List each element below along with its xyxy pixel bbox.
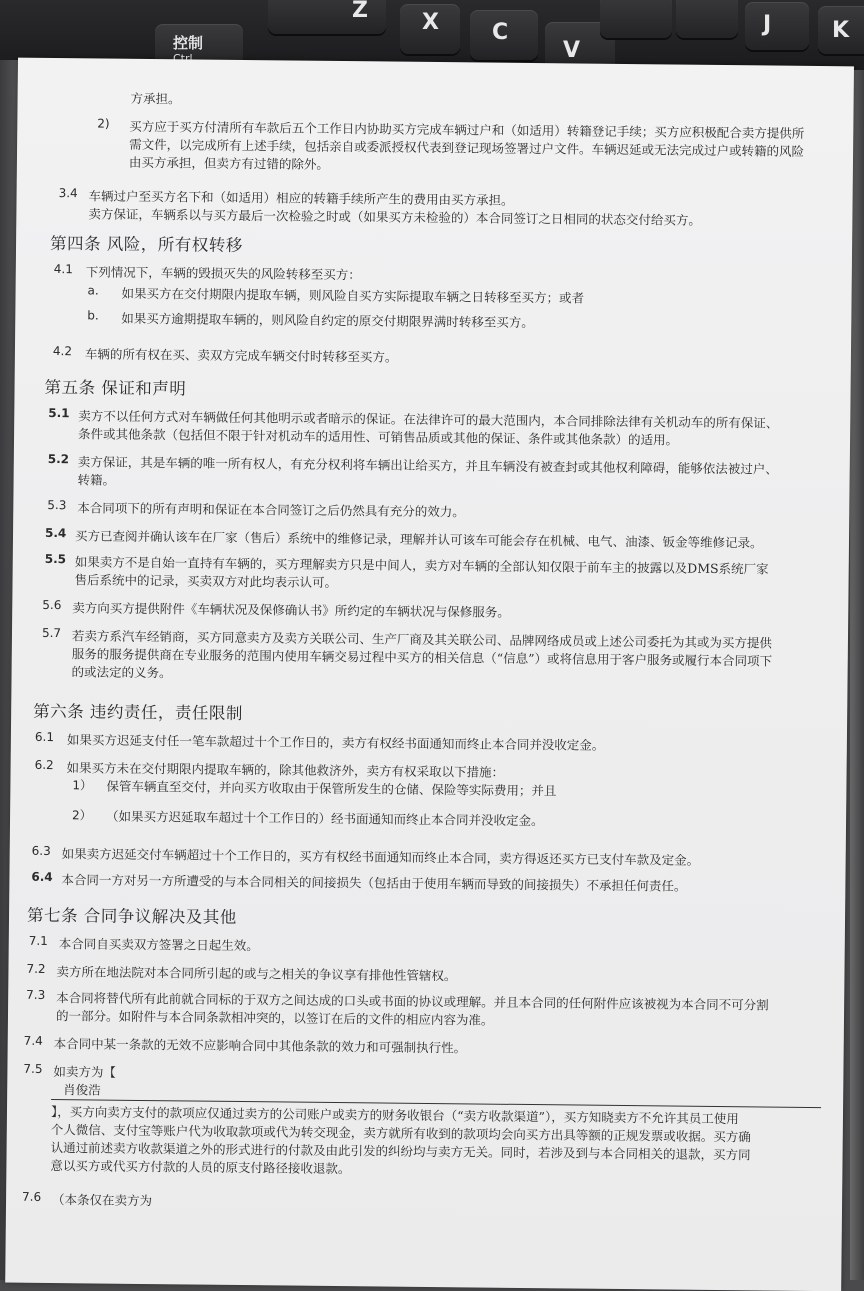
item-number: 4.2 <box>52 344 73 359</box>
key-j[interactable] <box>745 2 809 50</box>
section-heading: 第四条 风险，所有权转移 <box>49 233 243 255</box>
text-line: 的或法定的义务。 <box>71 664 172 681</box>
item-number: 7.5 <box>23 1061 43 1076</box>
key-z[interactable] <box>268 0 386 34</box>
item-number: 6.4 <box>31 869 53 885</box>
item-number: 7.6 <box>22 1189 42 1204</box>
text-line: 买方已查阅并确认该车在厂家（售后）系统中的维修记录，理解并认可该车可能会存在机械、电气、油漆、钣金等维修记录。 <box>74 528 763 551</box>
text-line: 如果买方逾期提取车辆的，则风险自约定的原交付期限界满时转移至买方。 <box>121 310 534 331</box>
text-line: 个人微信、支付宝等账户代为收取款项或代为转交现金，卖方就所有收到的款项均会向买方出具等额的正规发票或收据。买方确 <box>50 1122 751 1145</box>
key-x[interactable] <box>400 4 460 54</box>
item-number: 5.3 <box>47 497 67 513</box>
key-b[interactable] <box>600 0 672 38</box>
text-line: 本合同中某一条款的无效不应影响合同中其他条款的效力和可强制执行性。 <box>53 1036 467 1056</box>
item-number: 5.2 <box>47 451 70 467</box>
text-line: 意以买方或代买方付款的人员的原支付路径接收退款。 <box>50 1158 351 1177</box>
text-line: （如果买方迟延取车超过十个工作日的）经书面通知而终止本合同并没收定金。 <box>106 808 544 829</box>
text-line: 车辆的所有权在买、卖双方完成车辆交付时转移至买方。 <box>84 346 398 365</box>
text-line: 条件或其他条款（包括但不限于针对机动车的适用性、可销售品质或其他的保证、条件或其他条款）的适用。 <box>78 426 679 448</box>
text-line: 本合同项下的所有声明和保证在本合同签订之后仍然具有充分的效力。 <box>77 500 465 520</box>
text-line: 卖方向买方提供附件《车辆状况及保修确认书》所约定的车辆状况与保修服务。 <box>72 600 510 620</box>
text-line: （本条仅在卖方为 <box>51 1192 153 1209</box>
item-number: 5.6 <box>42 597 62 613</box>
key-k[interactable] <box>818 6 864 54</box>
text-line: 如果买方迟延支付任一笔车款超过十个工作日的，卖方有权经书面通知而终止本合同并没收定金。 <box>66 732 605 753</box>
item-number: a. <box>87 283 99 298</box>
item-number: 3.4 <box>58 186 78 201</box>
text-line: 买方应于买方付清所有车款后五个工作日内协助买方完成车辆过户和（如适用）转籍登记手续；买方应积极配合卖方提供所 <box>129 118 805 141</box>
text-line: 】，买方向卖方支付的款项应仅通过卖方的公司账户或卖方的财务收银台（“卖方收款渠道”），买方知晓卖方不允许其员工使用 <box>50 1104 739 1127</box>
key-v-label: V <box>563 38 581 63</box>
item-number: 6.1 <box>34 729 55 745</box>
key-z-label: Z <box>352 0 368 23</box>
text-line: 卖方保证，车辆系以与买方最后一次检验之时或（如果买方未检验的）本合同签订之日相同的状态交付给买方。 <box>88 206 701 228</box>
item-number: 7.3 <box>26 987 46 1002</box>
text-line: 服务的服务提供商在专业服务的范围内使用车辆交易过程中买方的相关信息（“信息”）或将信息用于客户服务或履行本合同项下 <box>71 646 773 669</box>
text-line: 如卖方为【 <box>53 1064 116 1080</box>
text-line: 保管车辆直至交付，并向买方收取由于保管所发生的仓储、保险等实际费用；并且 <box>106 778 557 799</box>
desk-shadow-right <box>850 70 864 1280</box>
section-heading: 第六条 违约责任，责任限制 <box>33 701 244 724</box>
key-k-label: K <box>832 18 850 43</box>
text-line: 下列情况下，车辆的毁损灭失的风险转移至买方： <box>85 264 361 283</box>
item-number: 1） <box>72 778 93 793</box>
text-line: 的一部分。如附件与本合同条款相冲突的，以签订在后的文件的相应内容为准。 <box>55 1008 494 1028</box>
item-number: 5.5 <box>44 551 67 567</box>
item-number: 5.7 <box>41 625 62 641</box>
contract-page <box>5 58 854 1291</box>
item-number: 6.2 <box>34 757 54 773</box>
seller-name: 肖俊浩 <box>63 1082 101 1098</box>
text-line: 如果买方未在交付期限内提取车辆的，除其他救济外，卖方有权采取以下措施： <box>66 760 505 780</box>
key-j-label: J <box>763 12 772 37</box>
text-line: 由买方承担，但卖方有过错的除外。 <box>128 154 330 172</box>
item-number: 4.1 <box>53 262 73 277</box>
text-line: 需文件，以完成所有上述手续，包括亲自或委派授权代表到登记现场签署过户文件。车辆迟延或无法完成过户或转籍的风险 <box>129 136 805 159</box>
text-line: 售后系统中的记录，买卖双方对此均表示认可。 <box>74 572 338 590</box>
item-number: b. <box>87 308 99 323</box>
item-number: 7.1 <box>28 933 48 948</box>
key-n[interactable] <box>676 0 738 38</box>
text-line: 卖方所在地法院对本合同所引起的或与之相关的争议享有排他性管辖权。 <box>56 964 457 984</box>
text-line: 车辆过户至买方名下和（如适用）相应的转籍手续所产生的费用由买方承担。 <box>88 188 514 208</box>
text-line: 如果卖方不是自始一直持有车辆的，买方理解卖方只是中间人，卖方对车辆的全部认知仅限于前车主的披露以及DMS系统厂家 <box>74 554 769 577</box>
key-x-label: X <box>422 10 439 35</box>
item-number: 7.2 <box>26 961 46 976</box>
section-heading: 第七条 合同争议解决及其他 <box>26 905 237 927</box>
section-heading: 第五条 保证和声明 <box>44 377 187 399</box>
key-c-label: C <box>492 20 509 45</box>
text-line: 本合同一方对另一方所遭受的与本合同相关的间接损失（包括由于使用车辆而导致的间接损失）不承担任何责任。 <box>61 872 687 894</box>
item-number: 2） <box>72 808 92 823</box>
item-number: 7.4 <box>23 1033 43 1048</box>
item-number: 5.4 <box>44 525 67 541</box>
text-line: 本合同自买卖双方签署之日起生效。 <box>58 936 259 954</box>
text-line: 如果买方在交付期限内提取车辆，则风险自买方实际提取车辆之日转移至买方；或者 <box>121 285 585 306</box>
text-line: 如果卖方迟延交付车辆超过十个工作日的，买方有权经书面通知而终止本合同，卖方得返还买方已支付车款及定金。 <box>61 846 700 868</box>
text-line: 若卖方系汽车经销商，买方同意卖方及卖方关联公司、生产厂商及其关联公司、品牌网络成员或上述公司委托为其或为买方提供 <box>71 628 773 651</box>
text-line: 转籍。 <box>77 472 116 488</box>
text-line: 方承担。 <box>130 90 181 107</box>
text-line: 卖方不以任何方式对车辆做任何其他明示或者暗示的保证。在法律许可的最大范围内，本合同排除法律有关机动车的所有保证、 <box>78 408 779 431</box>
item-number: 2) <box>97 116 110 131</box>
text-line: 卖方保证，其是车辆的唯一所有权人，有充分权利将车辆出让给买方，并且车辆没有被查封或其他权利障碍，能够依法被过户、 <box>77 454 778 477</box>
item-number: 5.1 <box>48 405 70 421</box>
key-c[interactable] <box>470 10 538 60</box>
item-number: 6.3 <box>31 843 51 859</box>
ctrl-label: 控制 <box>173 34 204 52</box>
text-line: 认通过前述卖方收款渠道之外的形式进行的付款及由此引发的纠纷均与卖方无关。同时，若涉及到与本合同相关的退款，买方同 <box>50 1140 751 1163</box>
text-line: 本合同将替代所有此前就合同标的于双方之间达成的口头或书面的协议或理解。并且本合同的任何附件应该被视为本合同不可分割 <box>56 990 769 1013</box>
